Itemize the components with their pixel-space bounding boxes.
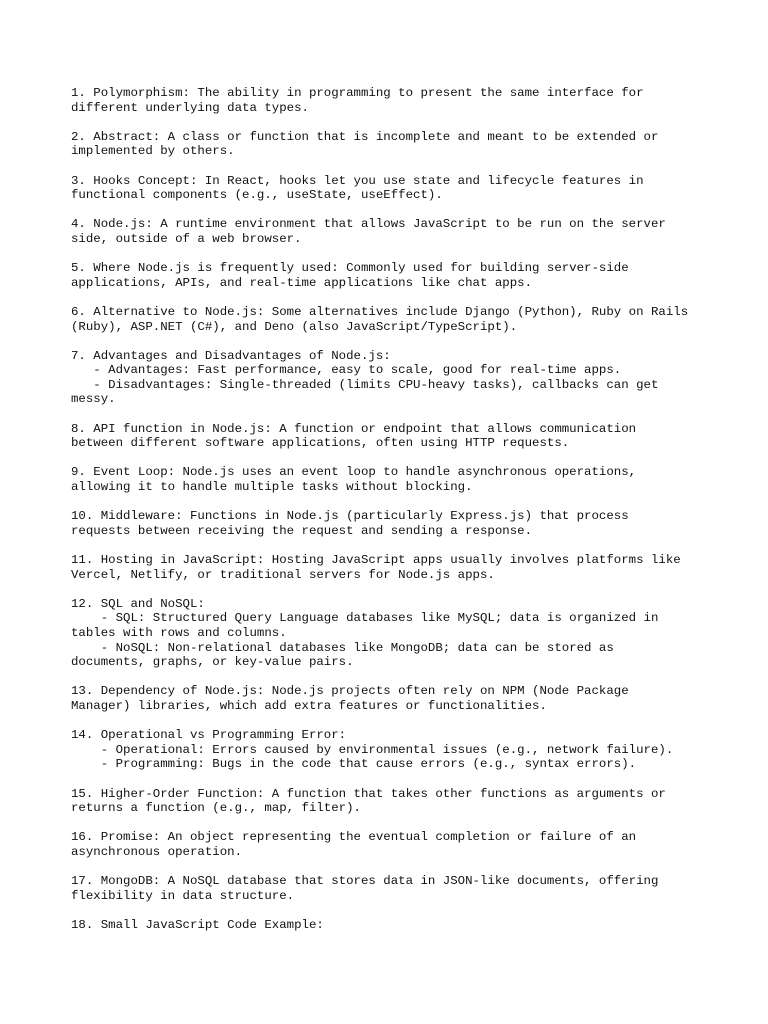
document-line: 13. Dependency of Node.js: Node.js projects often rely on NPM (Node Package [71, 684, 629, 699]
document-line: 1. Polymorphism: The ability in programming to present the same interface for [71, 86, 644, 100]
document-line: functional components (e.g., useState, useEffect). [71, 188, 443, 203]
document-item [71, 553, 751, 582]
document-line: asynchronous operation. [71, 844, 243, 859]
document-line: - NoSQL: Non-relational databases like MongoDB; data can be stored as [71, 640, 614, 655]
document-line: (Ruby), ASP.NET (C#), and Deno (also JavaScript/TypeScript). [71, 319, 518, 334]
document-item [71, 305, 751, 334]
document-line: 16. Promise: An object representing the eventual completion or failure of an [71, 830, 637, 845]
document-line: 18. Small JavaScript Code Example: [71, 917, 324, 932]
document-line: 10. Middleware: Functions in Node.js (particularly Express.js) that process [71, 509, 629, 524]
document-line: 8. API function in Node.js: A function or endpoint that allows communication [71, 421, 637, 436]
document-line: Vercel, Netlify, or traditional servers for Node.js apps. [71, 567, 495, 582]
document-line: 7. Advantages and Disadvantages of Node.js: [71, 348, 391, 363]
document-line: different underlying data types. [71, 100, 309, 115]
document-line: messy. [71, 392, 116, 407]
document-line: 14. Operational vs Programming Error: [71, 728, 347, 743]
document-line: requests between receiving the request and sending a response. [71, 523, 533, 538]
document-item [71, 86, 751, 115]
document-line: - Advantages: Fast performance, easy to scale, good for real-time apps. [71, 363, 622, 378]
document-item [71, 349, 751, 407]
document-line: 17. MongoDB: A NoSQL database that stores data in JSON-like documents, offering [71, 874, 659, 889]
document-item [71, 465, 751, 494]
document-line: - SQL: Structured Query Language databases like MySQL; data is organized in [71, 611, 659, 626]
document-line: side, outside of a web browser. [71, 231, 302, 246]
document-line: applications, APIs, and real-time applications like chat apps. [71, 275, 533, 290]
document-line: 6. Alternative to Node.js: Some alternatives include Django (Python), Ruby on Rails [71, 304, 689, 319]
document-item [71, 261, 751, 290]
document-item [71, 597, 751, 670]
document-item [71, 174, 751, 203]
document-item [71, 830, 751, 859]
document-item [71, 217, 751, 246]
document-line: 12. SQL and NoSQL: [71, 596, 205, 611]
document-item [71, 509, 751, 538]
document-line: 2. Abstract: A class or function that is incomplete and meant to be extended or [71, 129, 659, 144]
document-item [71, 684, 751, 713]
document-line: documents, graphs, or key-value pairs. [71, 655, 354, 670]
document-line: Manager) libraries, which add extra features or functionalities. [71, 698, 547, 713]
document-item [71, 130, 751, 159]
document-line: - Operational: Errors caused by environmental issues (e.g., network failure). [71, 742, 674, 757]
document-item [71, 787, 751, 816]
document-line: 11. Hosting in JavaScript: Hosting JavaScript apps usually involves platforms like [71, 553, 681, 567]
document-line: - Disadvantages: Single-threaded (limits CPU-heavy tasks), callbacks can get [71, 377, 659, 392]
document-line: 5. Where Node.js is frequently used: Commonly used for building server-side [71, 261, 629, 276]
document-line: tables with rows and columns. [71, 625, 287, 640]
document-item [71, 728, 751, 772]
document-item [71, 874, 751, 903]
document-line: 15. Higher-Order Function: A function that takes other functions as arguments or [71, 786, 666, 801]
document-line: 3. Hooks Concept: In React, hooks let you use state and lifecycle features in [71, 173, 644, 188]
document-line: 9. Event Loop: Node.js uses an event loop to handle asynchronous operations, [71, 465, 637, 480]
document-line: implemented by others. [71, 144, 235, 159]
document-line: returns a function (e.g., map, filter). [71, 801, 361, 816]
document-line: 4. Node.js: A runtime environment that allows JavaScript to be run on the server [71, 217, 666, 232]
document-line: flexibility in data structure. [71, 888, 295, 903]
document-line: - Programming: Bugs in the code that cause errors (e.g., syntax errors). [71, 757, 637, 772]
document-page [71, 86, 751, 947]
document-item [71, 422, 751, 451]
document-item [71, 918, 751, 933]
document-line: allowing it to handle multiple tasks without blocking. [71, 480, 473, 495]
document-line: between different software applications, often using HTTP requests. [71, 436, 570, 451]
